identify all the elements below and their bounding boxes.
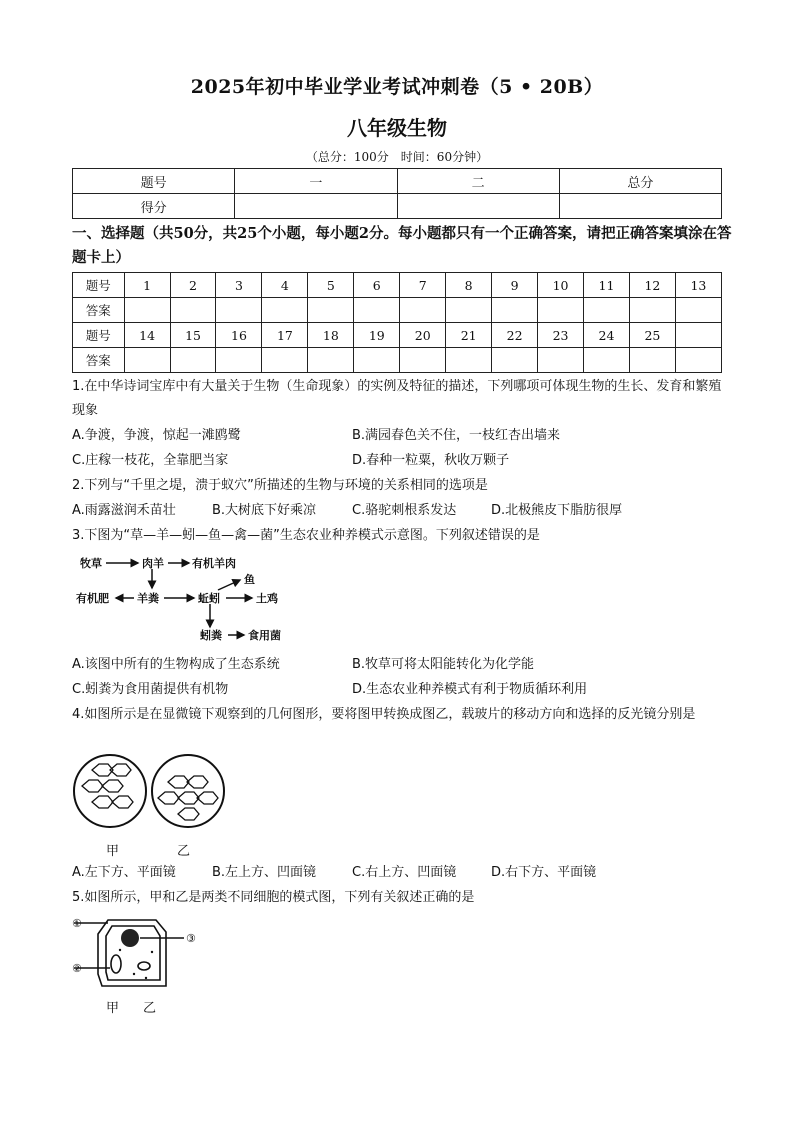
question-number-cell: 16	[216, 323, 262, 348]
question-number-cell: 24	[583, 323, 629, 348]
answer-row-label: 答案	[73, 348, 125, 373]
exam-info: （总分：100分 时间：60分钟）	[305, 150, 489, 164]
hexagon-pattern-jia	[82, 764, 133, 808]
question-number-cell: 4	[262, 273, 308, 298]
answer-cell[interactable]	[216, 348, 262, 373]
score-cell: 得分	[73, 194, 235, 219]
answer-cell[interactable]	[354, 348, 400, 373]
node-worm-dung: 蚓粪	[200, 629, 222, 642]
question-number-cell: 11	[583, 273, 629, 298]
answer-cell[interactable]	[124, 298, 170, 323]
score-table-score-row	[73, 194, 722, 219]
score-blank[interactable]	[559, 194, 721, 219]
question-number-cell: 10	[538, 273, 584, 298]
question-number-cell: 18	[308, 323, 354, 348]
score-cell: 题号	[73, 169, 235, 194]
question-number-cell: 9	[492, 273, 538, 298]
q3-option-c[interactable]: C.蚓粪为食用菌提供有机物	[72, 682, 229, 697]
answer-cell[interactable]	[308, 298, 354, 323]
question-number-cell: 19	[354, 323, 400, 348]
answer-cell[interactable]	[629, 348, 675, 373]
score-table-header-row	[73, 169, 722, 194]
answer-cell[interactable]	[216, 298, 262, 323]
question-number-cell: 17	[262, 323, 308, 348]
vacuole-fragment	[138, 962, 150, 970]
q2-option-c[interactable]: C.骆驼刺根系发达	[352, 503, 457, 518]
cell-model-diagram	[72, 912, 212, 994]
answer-cell[interactable]	[446, 298, 492, 323]
node-manure: 有机肥	[76, 592, 109, 605]
question-number-cell: 2	[170, 273, 216, 298]
answer-cell[interactable]	[400, 348, 446, 373]
question-2-stem: 2.下列与“千里之堤，溃于蚁穴”所描述的生物与环境的关系相同的选项是	[72, 478, 488, 493]
answer-cell[interactable]	[446, 348, 492, 373]
marker-3: ③	[186, 932, 196, 945]
answer-cell[interactable]	[538, 298, 584, 323]
q3-option-b[interactable]: B.牧草可将太阳能转化为化学能	[352, 657, 535, 672]
q4-option-a[interactable]: A.左下方、平面镜	[72, 865, 176, 880]
score-cell: 总分	[559, 169, 721, 194]
answer-cell[interactable]	[124, 348, 170, 373]
answer-row-label: 答案	[73, 298, 125, 323]
question-number-cell: 21	[446, 323, 492, 348]
chloroplast	[111, 955, 121, 973]
answer-cell[interactable]	[262, 348, 308, 373]
node-chicken: 土鸡	[256, 592, 278, 605]
answer-cell[interactable]	[629, 298, 675, 323]
question-number-cell	[675, 323, 721, 348]
answer-table-answer-row	[73, 348, 722, 373]
answer-cell[interactable]	[170, 348, 216, 373]
node-organic-mutton: 有机羊肉	[192, 557, 236, 570]
question-1-stem: 1.在中华诗词宝库中有大量关于生物（生命现象）的实例及特征的描述，下列哪项可体现生物的生长、发育和繁殖现象	[72, 379, 722, 418]
score-cell: 二	[397, 169, 559, 194]
q2-option-d[interactable]: D.北极熊皮下脂肪很厚	[491, 503, 623, 518]
answer-cell[interactable]	[583, 348, 629, 373]
field-yi-circle	[152, 755, 224, 827]
answer-cell[interactable]	[170, 298, 216, 323]
q4-option-d[interactable]: D.右下方、平面镜	[491, 865, 597, 880]
question-number-cell: 25	[629, 323, 675, 348]
node-sheep-dung: 羊粪	[137, 592, 159, 605]
question-number-cell: 20	[400, 323, 446, 348]
nucleus	[121, 929, 139, 947]
node-grass: 牧草	[80, 557, 102, 570]
q1-option-b[interactable]: B.满园春色关不住，一枝红杏出墙来	[352, 428, 561, 443]
question-number-cell: 13	[675, 273, 721, 298]
question-number-cell: 14	[124, 323, 170, 348]
question-number-cell: 15	[170, 323, 216, 348]
hexagon-pattern-yi	[158, 776, 218, 820]
question-number-cell: 1	[124, 273, 170, 298]
q3-option-d[interactable]: D.生态农业种养模式有利于物质循环利用	[352, 682, 588, 697]
answer-cell[interactable]	[675, 298, 721, 323]
node-earthworm: 蚯蚓	[198, 592, 220, 605]
section-heading: 一、选择题（共50分，共25个小题，每小题2分。每小题都只有一个正确答案，请把正确答案填涂在答题卡上）	[72, 225, 732, 266]
question-3-stem: 3.下图为“草—羊—蚓—鱼—禽—菌”生态农业种养模式示意图。下列叙述错误的是	[72, 528, 540, 543]
node-mutton: 肉羊	[142, 557, 164, 570]
score-cell: 一	[235, 169, 397, 194]
answer-cell[interactable]	[308, 348, 354, 373]
q1-option-a[interactable]: A.争渡，争渡，惊起一滩鸥鹭	[72, 428, 241, 443]
q2-option-a[interactable]: A.雨露滋润禾苗壮	[72, 503, 176, 518]
question-number-cell: 7	[400, 273, 446, 298]
answer-cell[interactable]	[538, 348, 584, 373]
cell-label-jia: 甲	[106, 1001, 120, 1016]
answer-row-label: 题号	[73, 323, 125, 348]
question-4-stem: 4.如图所示是在显微镜下观察到的几何图形，要将图甲转换成图乙，载玻片的移动方向和选择的反光镜分别是	[72, 707, 696, 722]
question-number-cell: 6	[354, 273, 400, 298]
marker-1: ①	[72, 917, 82, 930]
q4-option-b[interactable]: B.左上方、凹面镜	[212, 865, 317, 880]
question-number-cell: 5	[308, 273, 354, 298]
label-yi: 乙	[177, 844, 191, 859]
node-fish: 鱼	[244, 573, 255, 586]
q3-option-a[interactable]: A.该图中所有的生物构成了生态系统	[72, 657, 280, 672]
q4-option-c[interactable]: C.右上方、凹面镜	[352, 865, 457, 880]
q2-option-b[interactable]: B.大树底下好乘凉	[212, 503, 317, 518]
answer-table-answer-row	[73, 298, 722, 323]
answer-cell[interactable]	[675, 348, 721, 373]
label-jia: 甲	[106, 844, 120, 859]
ecological-farming-diagram	[72, 552, 312, 648]
exam-title: 2025年初中毕业学业考试冲刺卷（5 • 20B）	[190, 76, 604, 98]
microscope-fields-diagram	[72, 750, 232, 834]
exam-subject: 八年级生物	[347, 116, 447, 140]
q1-option-d[interactable]: D.春种一粒粟，秋收万颗子	[352, 453, 510, 468]
question-number-cell: 22	[492, 323, 538, 348]
question-number-cell: 12	[629, 273, 675, 298]
answer-cell[interactable]	[492, 298, 538, 323]
question-number-cell: 8	[446, 273, 492, 298]
score-blank[interactable]	[235, 194, 397, 219]
answer-cell[interactable]	[400, 298, 446, 323]
answer-row-label: 题号	[73, 273, 125, 298]
score-blank[interactable]	[397, 194, 559, 219]
answer-cell[interactable]	[262, 298, 308, 323]
answer-table-number-row	[73, 273, 722, 298]
answer-cell[interactable]	[583, 298, 629, 323]
q1-option-c[interactable]: C.庄稼一枝花，全靠肥当家	[72, 453, 229, 468]
cell-label-yi: 乙	[143, 1001, 157, 1016]
question-number-cell: 23	[538, 323, 584, 348]
answer-cell[interactable]	[354, 298, 400, 323]
node-fungus: 食用菌	[248, 629, 281, 642]
question-number-cell: 3	[216, 273, 262, 298]
score-table	[72, 168, 722, 219]
answer-table-number-row	[73, 323, 722, 348]
answer-table	[72, 272, 722, 373]
marker-2: ②	[72, 962, 82, 975]
answer-cell[interactable]	[492, 348, 538, 373]
question-5-stem: 5.如图所示，甲和乙是两类不同细胞的模式图，下列有关叙述正确的是	[72, 890, 475, 905]
